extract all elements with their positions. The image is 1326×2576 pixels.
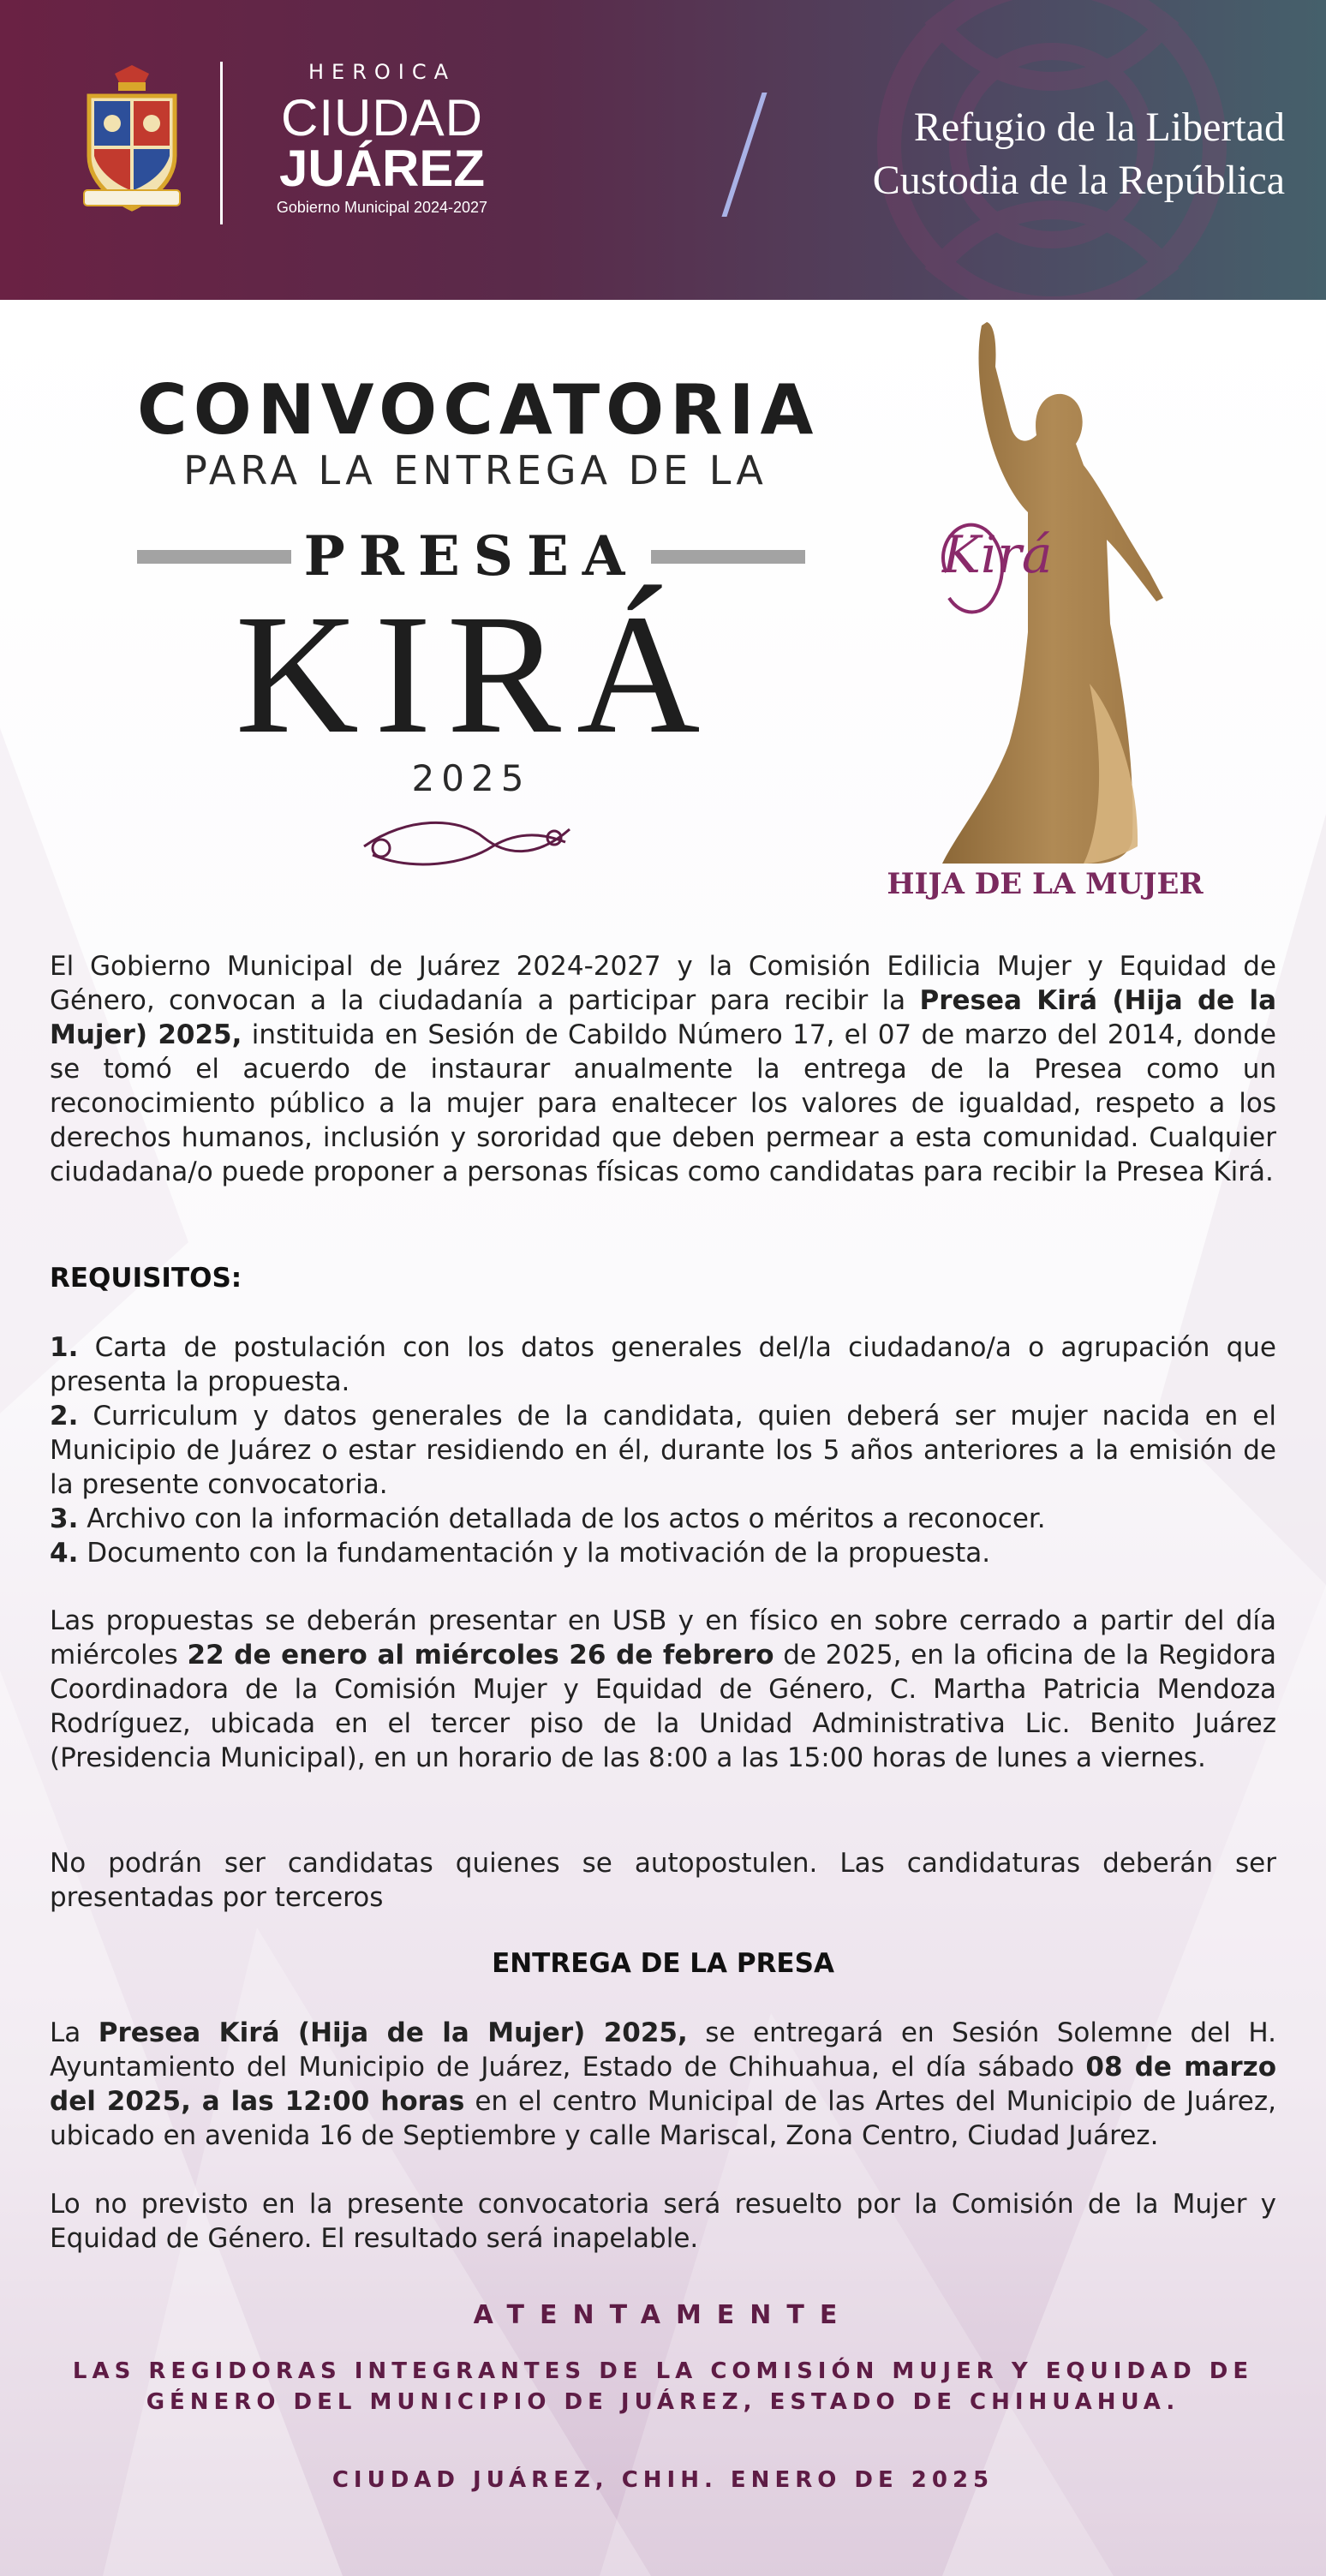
- atentamente: ATENTAMENTE: [473, 2300, 853, 2330]
- statue-script: Kirá: [942, 525, 1053, 585]
- requisito-item: [50, 1536, 1276, 1570]
- propuestas-text-c: de 2025, en la oficina de la Regidora Coordinadora de la Comisión Mujer y Equidad de Género, C. Martha Patricia Mendoza Rodríguez, ubicada en el tercer piso de la Unidad Administrativa Lic. Benito Juárez (Presidencia Municipal), en un horario de las 8:00 a las 15:00 horas de lunes a viernes.: [50, 1640, 1276, 1773]
- intro-text: El Gobierno Municipal de Juárez 2024-2027 y la Comisión Edilicia Mujer y Equidad de Género, convocan a la ciudadanía a participar para recibir la: [50, 951, 1276, 1016]
- intro-paragraph: [50, 949, 1276, 1189]
- coat-of-arms-icon: [75, 62, 188, 224]
- entrega-bold-d: 08 de marzo del 2025, a las 12:00 horas: [50, 2052, 1277, 2117]
- requisito-item: [50, 1330, 1276, 1399]
- header-divider: [220, 62, 223, 224]
- requisito-text: Carta de postulación con los datos generales del/la ciudadano/a o agrupación que presenta la propuesta.: [50, 1332, 1276, 1397]
- intro-bold: Presea Kirá (Hija de la Mujer) 2025,: [50, 985, 1277, 1050]
- entrega-heading: ENTREGA DE LA PRESA: [492, 1948, 834, 1979]
- title-rule-right: [651, 550, 805, 564]
- requisito-num: 3.: [50, 1503, 79, 1534]
- requisito-num: 1.: [50, 1332, 79, 1363]
- requisito-num: 2.: [50, 1401, 79, 1431]
- requisito-item: [50, 1502, 1276, 1536]
- flourish-ornament-icon: [355, 812, 578, 872]
- no-podran-paragraph: No podrán ser candidatas quienes se autopostulen. Las candidaturas deberán ser presentadas por terceros: [50, 1848, 1276, 1913]
- requisito-text: Documento con la fundamentación y la motivación de la propuesta.: [78, 1538, 991, 1569]
- city-motto: [873, 101, 1285, 207]
- requisito-num: 4.: [50, 1538, 79, 1569]
- no-previsto-paragraph: Lo no previsto en la presente convocatoria será resuelto por la Comisión de la Mujer y Equidad de Género. El resultado será inapelable.: [50, 2189, 1276, 2254]
- hija-de-la-mujer: HIJA DE LA MUJER: [887, 867, 1204, 901]
- intro-text-rest: instituida en Sesión de Cabildo Número 17, el 07 de marzo del 2014, donde se tomó el acuerdo de instaurar anualmente la entrega de la Presea como un reconocimiento público a la mujer para enaltecer los valores de igualdad, respeto a los derechos humanos, inclusión y sororidad que deben permear a esta comunidad. Cualquier ciudadana/o puede proponer a personas físicas como candidatas para recibir la Presea Kirá.: [50, 1019, 1276, 1187]
- logo-ciudad: CIUDAD: [280, 89, 483, 146]
- entrega-bold-b: Presea Kirá (Hija de la Mujer) 2025,: [98, 2017, 688, 2048]
- regidoras-line-1: LAS REGIDORAS INTEGRANTES DE LA COMISIÓN MUJER Y EQUIDAD DE: [72, 2358, 1254, 2384]
- propuestas-dates: 22 de enero al miércoles 26 de febrero: [187, 1640, 774, 1671]
- regidoras-line-2: GÉNERO DEL MUNICIPIO DE JUÁREZ, ESTADO DE CHIHUAHUA.: [146, 2389, 1180, 2415]
- propuestas-text-a: Las propuestas se deberán presentar en USB y en físico en sobre cerrado a partir del día miércoles: [50, 1605, 1276, 1671]
- entrega-paragraph: [50, 2016, 1276, 2153]
- logo-gobierno: Gobierno Municipal 2024-2027: [276, 199, 488, 216]
- title-rule-left: [137, 550, 291, 564]
- title-presea: PRESEA: [303, 524, 639, 589]
- kira-statue-icon: [908, 315, 1216, 881]
- entrega-text-c: se entregará en Sesión Solemne del H. Ayuntamiento del Municipio de Juárez, Estado de Chihuahua, el día sábado: [50, 2017, 1276, 2083]
- requisito-item: [50, 1399, 1276, 1502]
- title-para-la-entrega: PARA LA ENTREGA DE LA: [183, 447, 768, 493]
- title-kira: KIRÁ: [235, 580, 716, 769]
- entrega-text-e: en el centro Municipal de las Artes del Municipio de Juárez, ubicado en avenida 16 de Septiembre y calle Mariscal, Zona Centro, Ciudad Juárez.: [50, 2086, 1276, 2151]
- motto-line-2: Custodia de la República: [872, 158, 1285, 203]
- header-slash: [721, 93, 767, 217]
- regidoras-block: [0, 2356, 1326, 2418]
- logo-juarez: JUÁREZ: [278, 140, 486, 197]
- propuestas-paragraph: [50, 1604, 1276, 1775]
- lugar-fecha: CIUDAD JUÁREZ, CHIH. ENERO DE 2025: [332, 2467, 994, 2493]
- requisitos-list: [50, 1330, 1276, 1570]
- city-logo: [254, 60, 511, 217]
- logo-heroica: HEROICA: [308, 60, 457, 84]
- requisito-text: Curriculum y datos generales de la candidata, quien deberá ser mujer nacida en el Municipio de Juárez o estar residiendo en él, durante los 5 años anteriores a la emisión de la presente convocatoria.: [50, 1401, 1276, 1500]
- title-convocatoria: CONVOCATORIA: [137, 370, 820, 450]
- header-banner: [0, 0, 1326, 300]
- motto-line-1: Refugio de la Libertad: [913, 105, 1285, 150]
- entrega-text-a: La: [50, 2017, 99, 2048]
- requisito-text: Archivo con la información detallada de los actos o méritos a reconocer.: [78, 1503, 1046, 1534]
- requisitos-heading: REQUISITOS:: [50, 1263, 242, 1294]
- title-year: 2025: [411, 757, 531, 799]
